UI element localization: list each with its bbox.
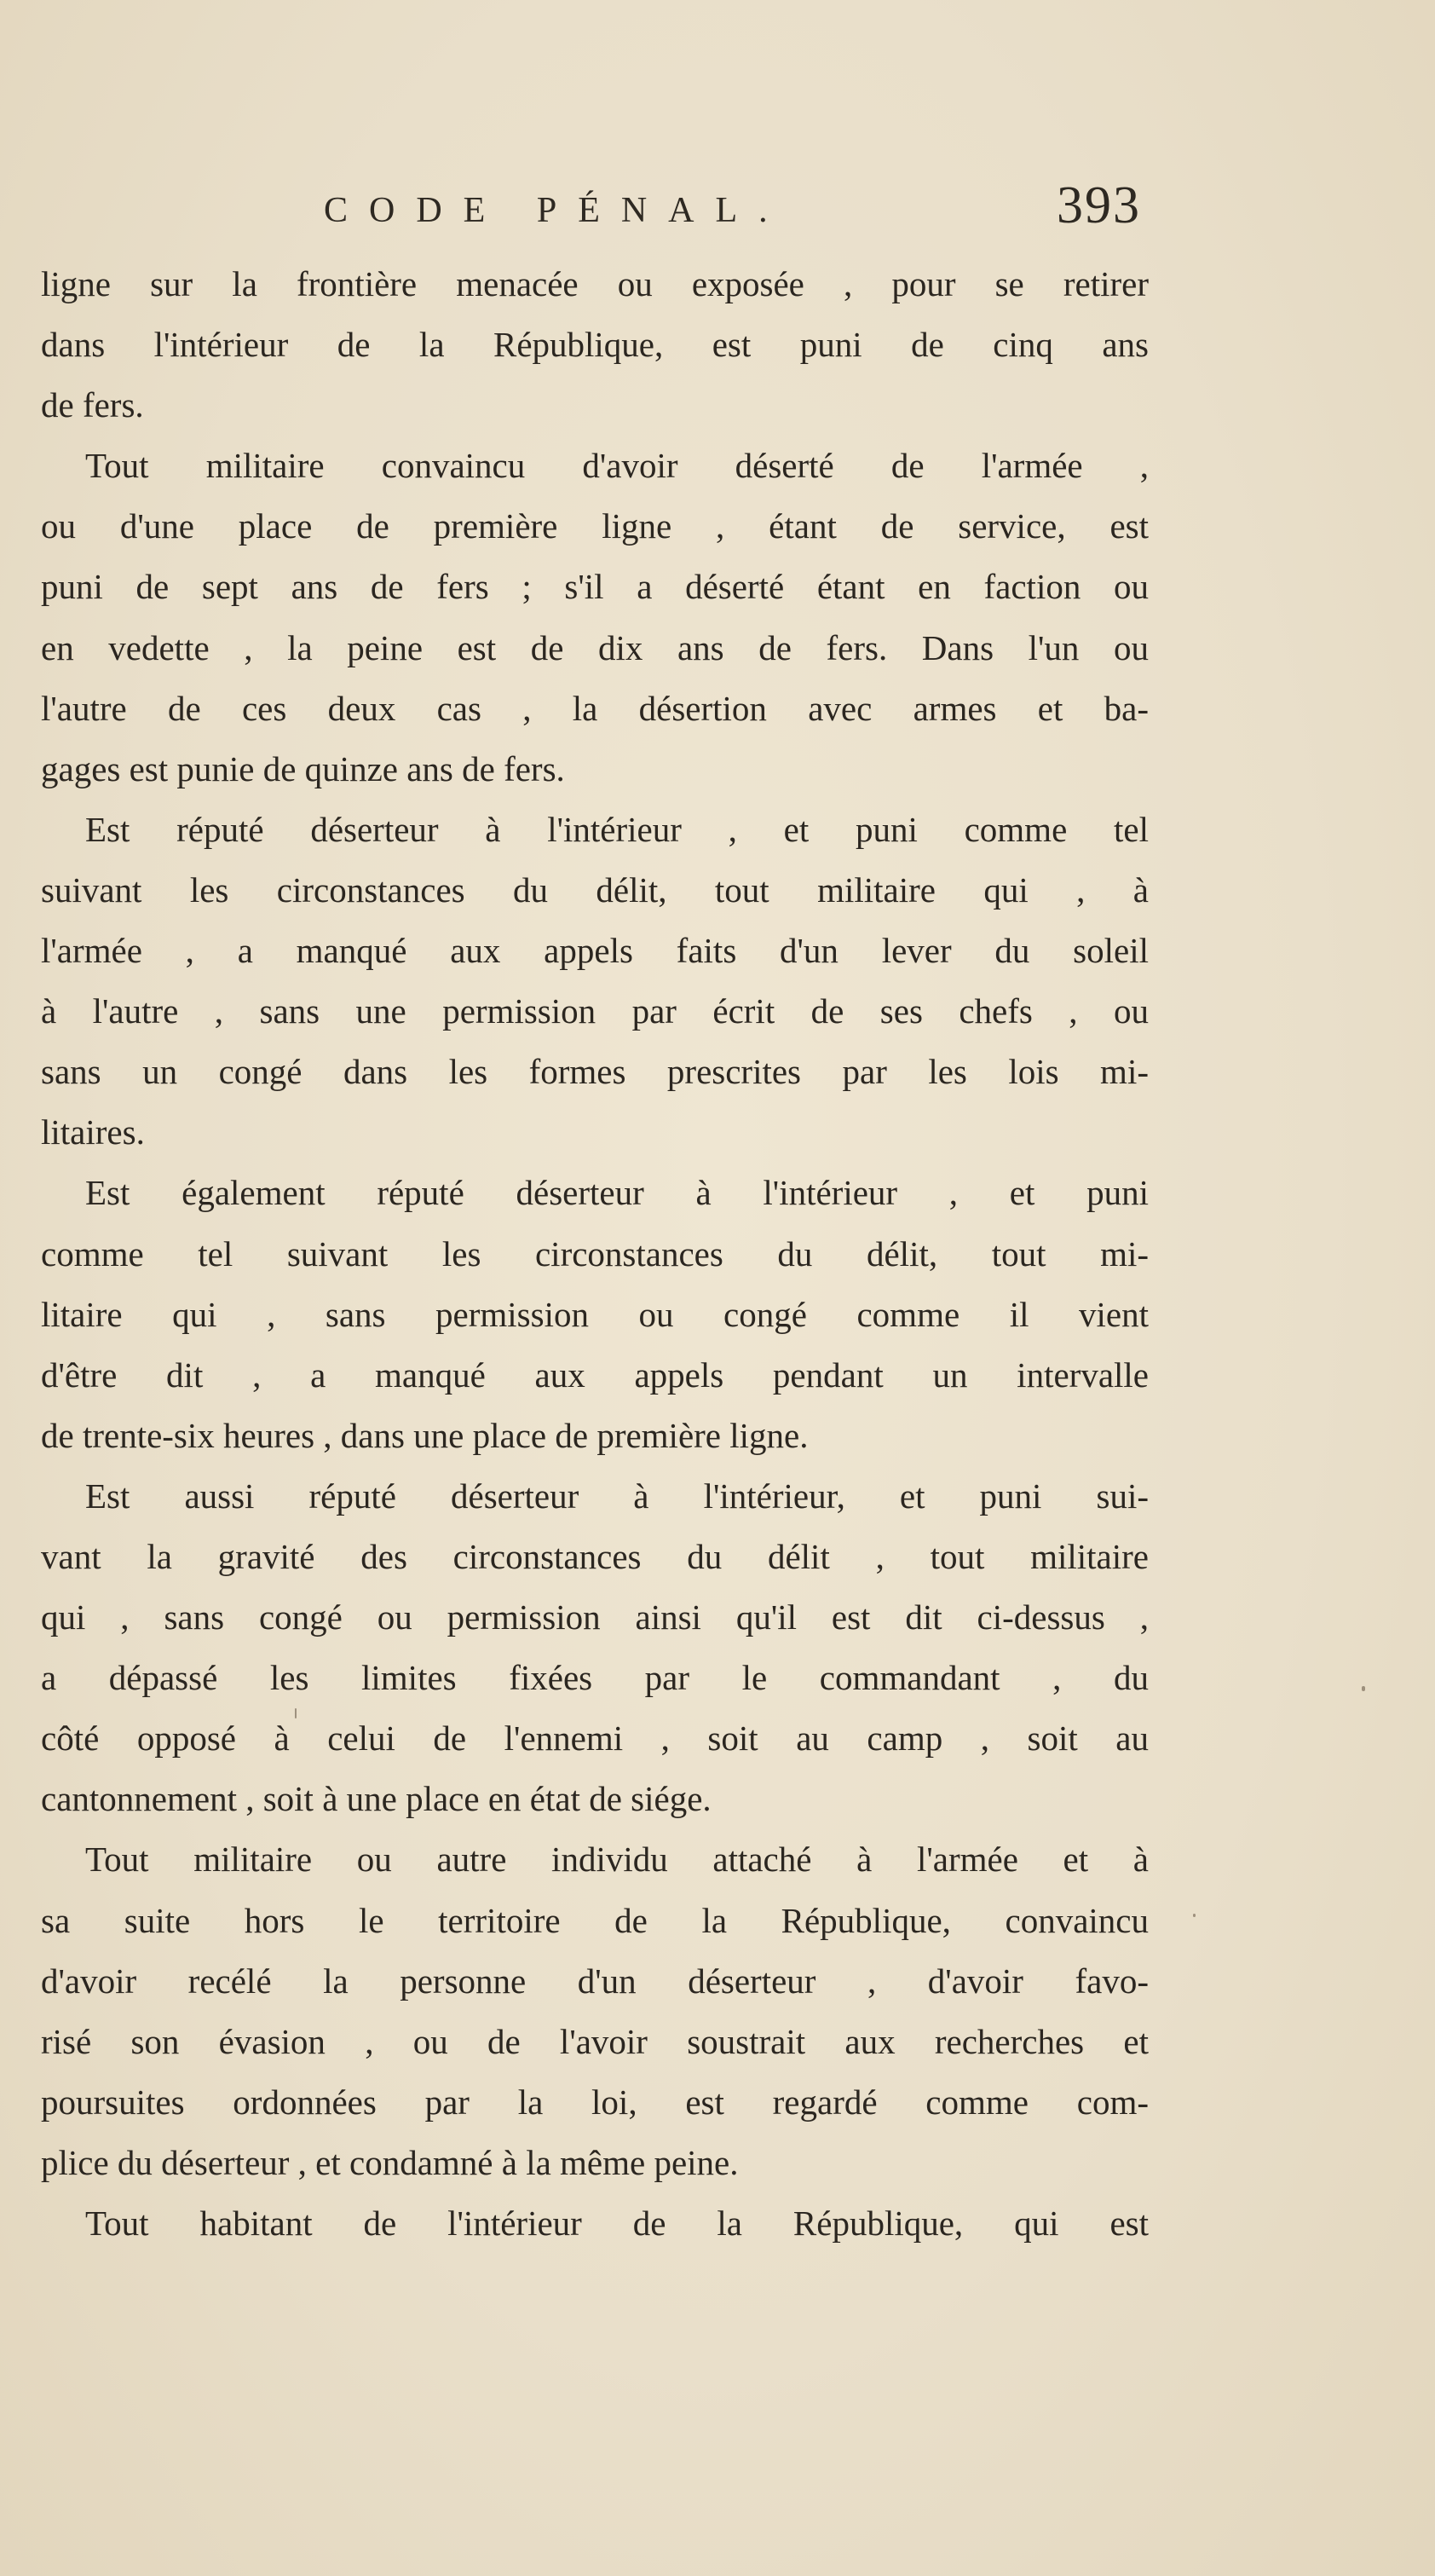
running-title: CODE PÉNAL. [324, 191, 789, 230]
text-line: sans un congé dans les formes prescrites par les lois mi- [41, 1052, 1149, 1092]
text-line: sa suite hors le territoire de la République, convaincu [41, 1900, 1149, 1940]
text-line: suivant les circonstances du délit, tout militaire qui , à [41, 869, 1149, 910]
text-line: d'être dit , a manqué aux appels pendant un intervalle [41, 1354, 1149, 1395]
paragraph-first-line: Tout militaire convaincu d'avoir déserté de l'armée , [85, 446, 1149, 486]
body-text [41, 254, 1149, 2254]
text-line: litaires. [41, 1112, 145, 1152]
page-number: 393 [1057, 176, 1141, 234]
text-line: ou d'une place de première ligne , étant de service, est [41, 506, 1149, 546]
text-line: plice du déserteur , et condamné à la même peine. [41, 2142, 739, 2182]
paragraph-first-line: Tout militaire ou autre individu attaché à l'armée et à [85, 1840, 1149, 1880]
page-header [0, 176, 1435, 240]
text-line: risé son évasion , ou de l'avoir soustrait aux recherches et [41, 2021, 1149, 2061]
text-line: a dépassé les limites fixées par le commandant , du [41, 1658, 1149, 1698]
paper-speck [1193, 1914, 1196, 1917]
text-line: qui , sans congé ou permission ainsi qu'il est dit ci-dessus , [41, 1597, 1149, 1637]
text-line: côté opposé à celui de l'ennemi , soit au camp , soit au [41, 1718, 1149, 1759]
text-line: d'avoir recélé la personne d'un déserteur , d'avoir favo- [41, 1961, 1149, 2001]
text-line: poursuites ordonnées par la loi, est regardé comme com- [41, 2082, 1149, 2122]
text-line: puni de sept ans de fers ; s'il a déserté étant en faction ou [41, 567, 1149, 607]
text-line: en vedette , la peine est de dix ans de fers. Dans l'un ou [41, 627, 1149, 667]
text-line: litaire qui , sans permission ou congé comme il vient [41, 1294, 1149, 1334]
text-line: vant la gravité des circonstances du délit , tout militaire [41, 1536, 1149, 1576]
text-line: gages est punie de quinze ans de fers. [41, 748, 565, 788]
paper-speck [295, 1708, 297, 1718]
text-line: l'armée , a manqué aux appels faits d'un lever du soleil [41, 931, 1149, 971]
paper-speck [1362, 1686, 1365, 1691]
paragraph-first-line: Est réputé déserteur à l'intérieur , et puni comme tel [85, 809, 1149, 849]
paragraph-first-line: Tout habitant de l'intérieur de la République, qui est [85, 2203, 1149, 2243]
text-line: de trente-six heures , dans une place de première ligne. [41, 1415, 809, 1455]
text-line: ligne sur la frontière menacée ou exposée , pour se retirer [41, 264, 1149, 303]
text-line: à l'autre , sans une permission par écrit de ses chefs , ou [41, 991, 1149, 1031]
text-line: dans l'intérieur de la République, est puni de cinq ans [41, 325, 1149, 365]
text-line: cantonnement , soit à une place en état de siége. [41, 1779, 712, 1819]
text-line: comme tel suivant les circonstances du délit, tout mi- [41, 1233, 1149, 1274]
paragraph-first-line: Est aussi réputé déserteur à l'intérieur, et puni sui- [85, 1476, 1149, 1516]
text-line: l'autre de ces deux cas , la désertion avec armes et ba- [41, 688, 1149, 728]
paragraph-first-line: Est également réputé déserteur à l'intérieur , et puni [85, 1173, 1149, 1213]
text-line: de fers. [41, 385, 144, 425]
